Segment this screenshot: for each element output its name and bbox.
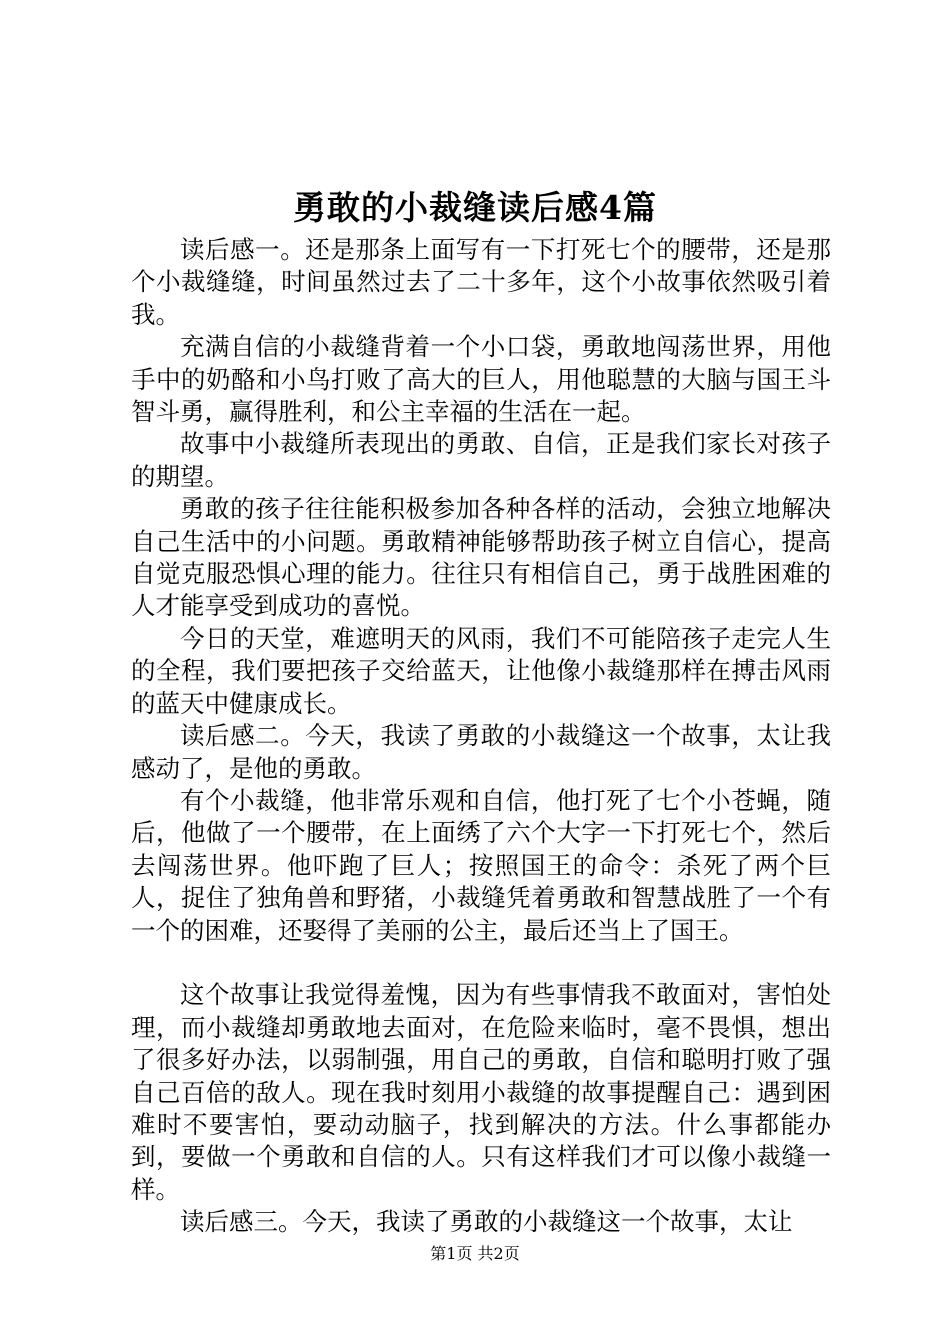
paragraph-5: 今日的天堂，难遮明天的风雨，我们不可能陪孩子走完人生的全程，我们要把孩子交给蓝天，让他像小裁缝那样在搏击风雨的蓝天中健康成长。 (131, 623, 831, 718)
document-body (131, 234, 831, 1239)
page-number-footer: 第1页 共2页 (430, 1244, 520, 1263)
paragraph-6: 读后感二。今天，我读了勇敢的小裁缝这一个故事，太让我感动了，是他的勇敢。 (131, 721, 831, 783)
paragraph-4: 勇敢的孩子往往能积极参加各种各样的活动，会独立地解决自己生活中的小问题。勇敢精神能够帮助孩子树立自信心，提高自觉克服恐惧心理的能力。往往只有相信自己，勇于战胜困难的人才能享受到成功的喜悦。 (131, 494, 831, 621)
document-title: 勇敢的小裁缝读后感4篇 (293, 188, 657, 227)
paragraph-8: 这个故事让我觉得羞愧，因为有些事情我不敢面对，害怕处理，而小裁缝却勇敢地去面对，在危险来临时，毫不畏惧，想出了很多好办法，以弱制强，用自己的勇敢，自信和聪明打败了强自己百倍的敌人。现在我时刻用小裁缝的故事提醒自己：遇到困难时不要害怕，要动动脑子，找到解决的方法。什么事都能办到，要做一个勇敢和自信的人。只有这样我们才可以像小裁缝一样。 (131, 980, 831, 1204)
paragraph-7: 有个小裁缝，他非常乐观和自信，他打死了七个小苍蝇，随后，他做了一个腰带，在上面绣了六个大字一下打死七个，然后去闯荡世界。他吓跑了巨人；按照国王的命令：杀死了两个巨人，捉住了独角兽和野猪，小裁缝凭着勇敢和智慧战胜了一个有一个的困难，还娶得了美丽的公主，最后还当上了国王。 (131, 785, 831, 945)
paragraph-1: 读后感一。还是那条上面写有一下打死七个的腰带，还是那个小裁缝缝，时间虽然过去了二十多年，这个小故事依然吸引着我。 (131, 235, 831, 329)
paragraph-9: 读后感三。今天，我读了勇敢的小裁缝这一个故事，太让 (180, 1207, 793, 1237)
paragraph-3: 故事中小裁缝所表现出的勇敢、自信，正是我们家长对孩子的期望。 (131, 429, 831, 491)
paragraph-2: 充满自信的小裁缝背着一个小口袋，勇敢地闯荡世界，用他手中的奶酪和小鸟打败了高大的巨人，用他聪慧的大脑与国王斗智斗勇，赢得胜利，和公主幸福的生活在一起。 (131, 332, 831, 427)
